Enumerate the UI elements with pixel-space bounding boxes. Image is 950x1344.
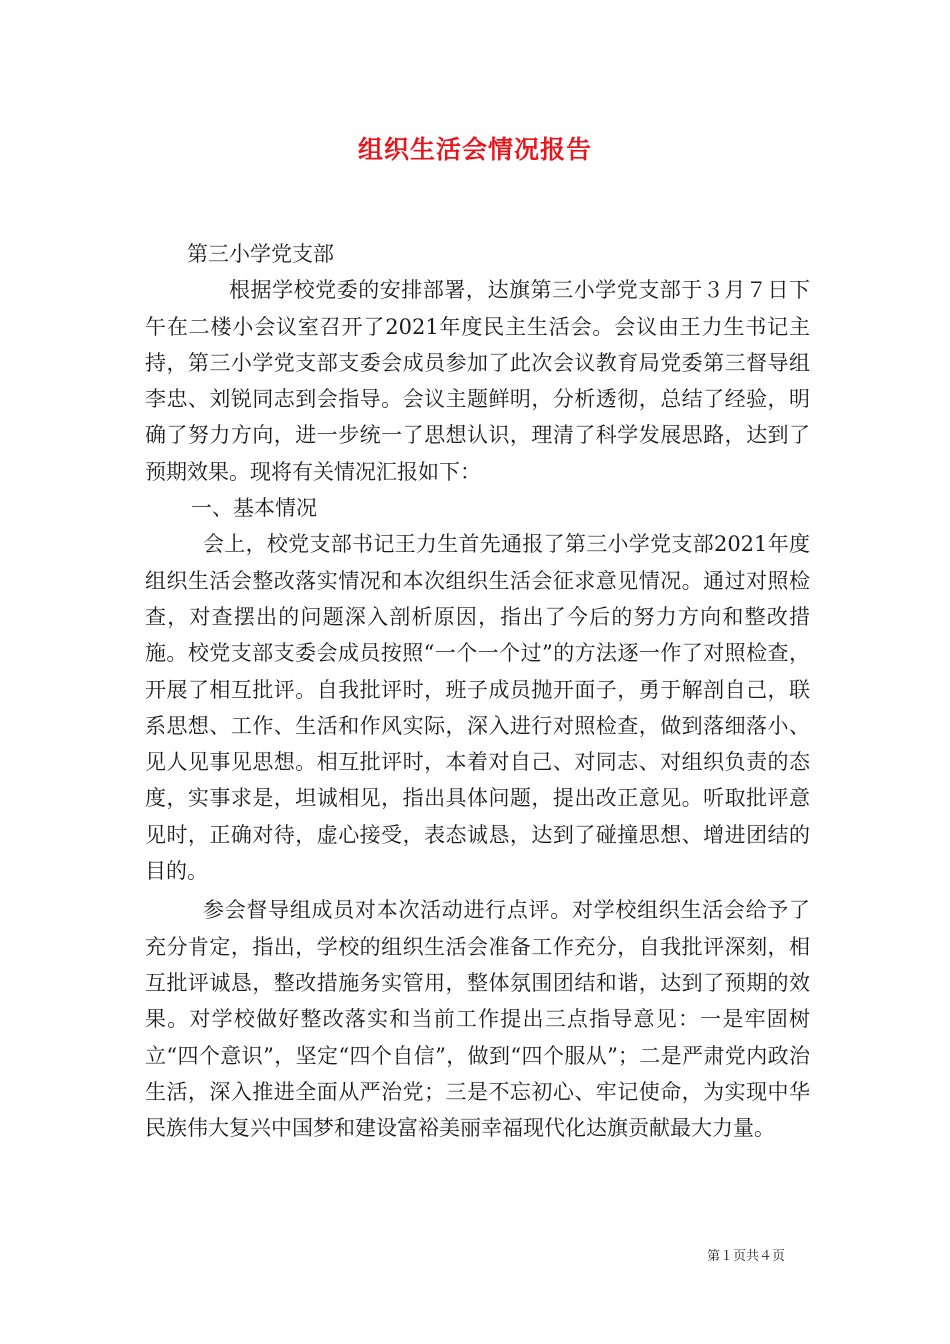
paragraph-supervisor-review: 参会督导组成员对本次活动进行点评。对学校组织生活会给予了充分肯定，指出，学校的组织生活会准备工作充分，自我批评深刻，相互批评诚恳，整改措施务实管用，整体氛围团结和谐，达到了预期的效果。对学校做好整改落实和当前工作提出三点指导意见：一是牢固树立“四个意识”，坚定“四个自信”，做到“四个服从”；二是严肃党内政治生活，深入推进全面从严治党；三是不忘初心、牢记使命，为实现中华民族伟大复兴中国梦和建设富裕美丽幸福现代化达旗贡献最大力量。 (145, 898, 810, 1141)
document-title: 组织生活会情况报告 (357, 135, 592, 164)
paragraph-intro: 根据学校党委的安排部署，达旗第三小学党支部于３月７日下午在二楼小会议室召开了2021年度民主生活会。会议由王力生书记主持，第三小学党支部支委会成员参加了此次会议教育局党委第三督导组李忠、刘锐同志到会指导。会议主题鲜明，分析透彻，总结了经验，明确了努力方向，进一步统一了思想认识，理清了科学发展思路，达到了预期效果。现将有关情况汇报如下： (145, 278, 810, 484)
organization-name: 第三小学党支部 (187, 242, 334, 266)
section-heading-basic-situation: 一、基本情况 (191, 496, 317, 521)
document-body (145, 236, 810, 1146)
page-number-footer: 第１页共４页 (707, 1249, 786, 1264)
paragraph-meeting-details: 会上，校党支部书记王力生首先通报了第三小学党支部2021年度组织生活会整改落实情况和本次组织生活会征求意见情况。通过对照检查，对查摆出的问题深入剖析原因，指出了今后的努力方向和整改措施。校党支部支委会成员按照“一个一个过”的方法逐一作了对照检查，开展了相互批评。自我批评时，班子成员抛开面子，勇于解剖自己，联系思想、工作、生活和作风实际，深入进行对照检查，做到落细落小、见人见事见思想。相互批评时，本着对自己、对同志、对组织负责的态度，实事求是，坦诚相见，指出具体问题，提出改正意见。听取批评意见时，正确对待，虚心接受，表态诚恳，达到了碰撞思想、增进团结的目的。 (145, 532, 810, 884)
